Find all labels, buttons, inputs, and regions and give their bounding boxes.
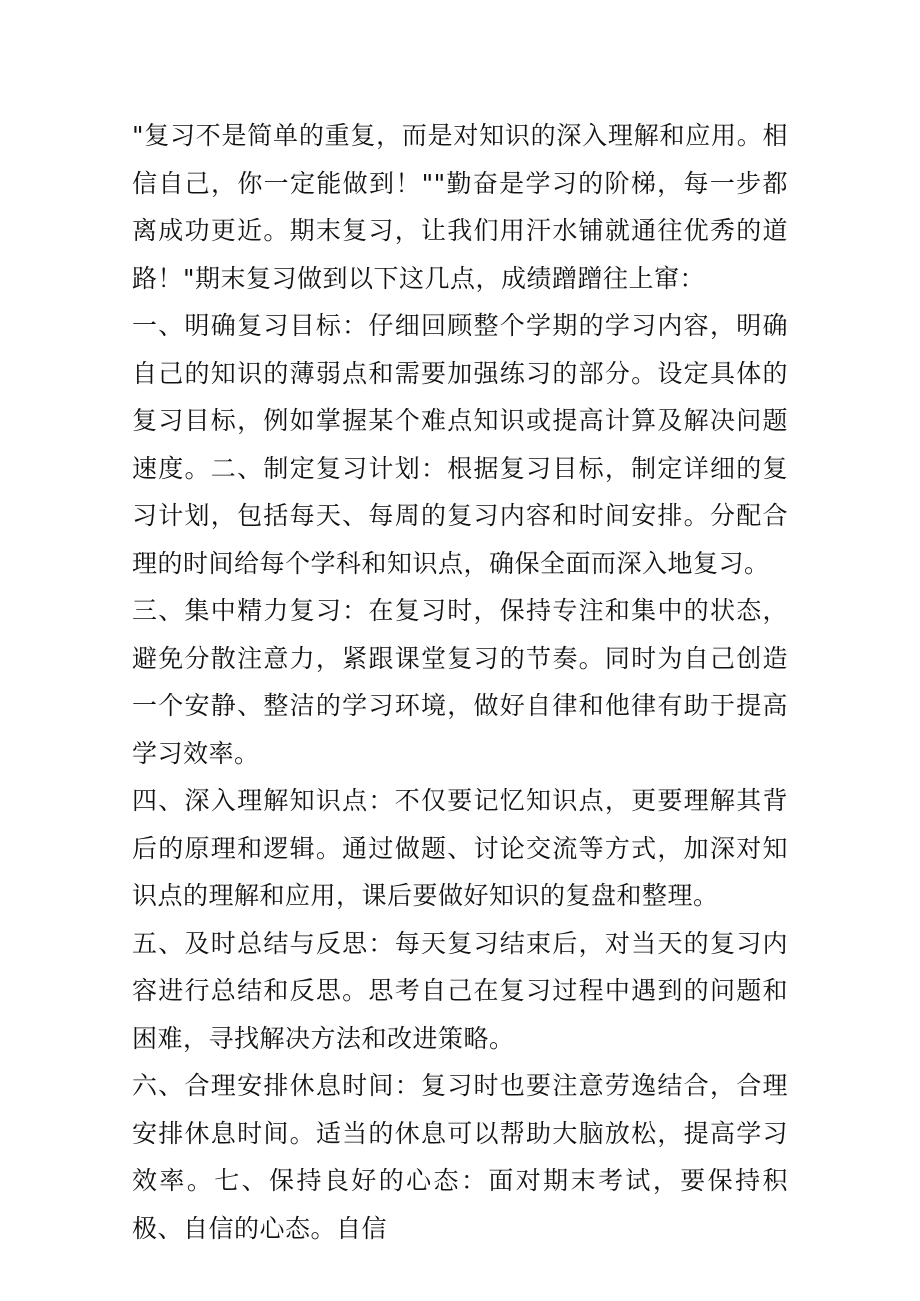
paragraph-reflection: 五、及时总结与反思：每天复习结束后，对当天的复习内容进行总结和反思。思考自己在复习过程中遇到的问题和困难，寻找解决方法和改进策略。 [132, 928, 788, 1053]
paragraph-rest-and-mindset: 六、合理安排休息时间：复习时也要注意劳逸结合，合理安排休息时间。适当的休息可以帮助大脑放松，提高学习效率。七、保持良好的心态：面对期末考试，要保持积极、自信的心态。自信 [132, 1071, 788, 1243]
paragraph-goals-and-plan: 一、明确复习目标：仔细回顾整个学期的学习内容，明确自己的知识的薄弱点和需要加强练习的部分。设定具体的复习目标，例如掌握某个难点知识或提高计算及解决问题速度。二、制定复习计划：根据复习目标，制定详细的复习计划，包括每天、每周的复习内容和时间安排。分配合理的时间给每个学科和知识点，确保全面而深入地复习。 [132, 311, 788, 578]
paragraph-focus: 三、集中精力复习：在复习时，保持专注和集中的状态，避免分散注意力，紧跟课堂复习的节奏。同时为自己创造一个安静、整洁的学习环境，做好自律和他律有助于提高学习效率。 [132, 596, 788, 768]
intro-paragraph: "复习不是简单的重复，而是对知识的深入理解和应用。相信自己，你一定能做到！""勤奋是学习的阶梯，每一步都离成功更近。期末复习，让我们用汗水铺就通往优秀的道路！"期末复习做到以下这几点，成绩蹭蹭往上窜： [132, 121, 788, 293]
paragraph-understanding: 四、深入理解知识点：不仅要记忆知识点，更要理解其背后的原理和逻辑。通过做题、讨论交流等方式，加深对知识点的理解和应用，课后要做好知识的复盘和整理。 [132, 786, 788, 910]
